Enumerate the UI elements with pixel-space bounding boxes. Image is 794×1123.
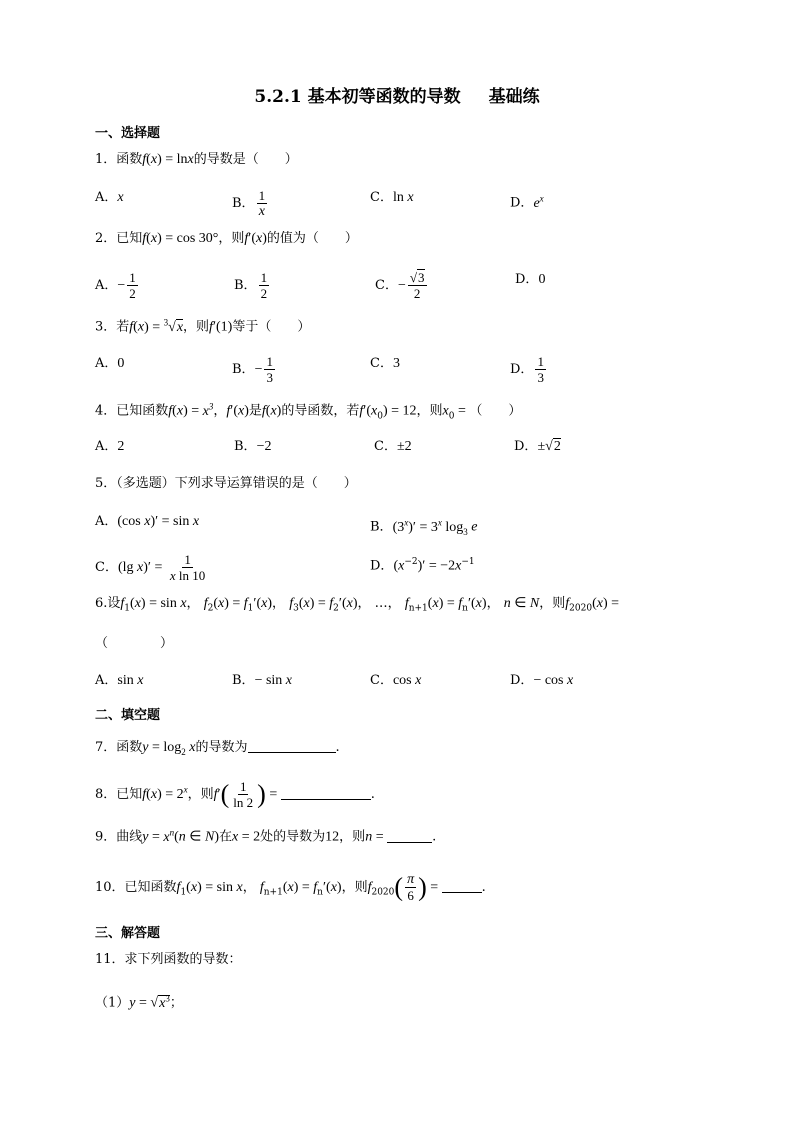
q1-option-a: A．x [95, 190, 124, 205]
q5-option-b: B．$(3^x)' = 3^x$ $\log_3 e$ [370, 517, 478, 537]
q1-option-d: D．$e^x$ [510, 193, 544, 211]
q4-option-b: B．−2 [234, 439, 272, 454]
question-2: 2．已知f(x) = cos 30°，则f′(x)的值为（ ） [95, 231, 358, 246]
q2-option-c: C．− $\frac{√3}{2}$ [375, 270, 425, 301]
q3-option-a: A．0 [95, 356, 125, 371]
q5-option-a: A．(cos x)′ = sin x [95, 514, 200, 529]
page-title [0, 82, 794, 107]
section-answer: 三、解答题 [95, 926, 161, 941]
question-6: 6.设$f_1(x) = \sin x$， $f_2(x) = f_1'(x)$， $f_3(x) = f_2'(x)$， …， $f_{n+1}(x) = f_n'(x)$， n ∈ N，则$f_{2020}(x)$ = [95, 596, 620, 614]
title-main: 5.2.1 基本初等函数的导数 [254, 87, 461, 107]
q3-option-c: C．3 [370, 356, 400, 371]
q6-option-d: D．− cos x [510, 673, 574, 688]
question-5: 5．（多选题）下列求导运算错误的是（ ） [95, 476, 357, 491]
q6-option-a: A．sin x [95, 673, 144, 688]
q6-paren: （ ） [95, 636, 174, 651]
section-fill: 二、填空题 [95, 708, 161, 723]
title-sub: 基础练 [488, 87, 540, 107]
question-9: 9．曲线$y = x^n(n$ ∈ N)在x = 2处的导数为12，则n = . [95, 827, 437, 845]
question-3: 3．若f(x) = $^3$√x，则f′(1)等于（ ） [95, 317, 311, 335]
q6-option-c: C．cos x [370, 673, 422, 688]
q3-option-d: D． $\frac{1}{3}$ [510, 354, 544, 385]
question-1: 1．函数f(x) = lnx的导数是（ ） [95, 152, 298, 167]
q2-option-b: B． $\frac{1}{2}$ [234, 270, 268, 301]
question-4: 4．已知函数$f(x) = x^3$，f′(x)是f(x)的导函数，若$f'(x_0) = 12$，则$x_0$ = （ ） [95, 401, 522, 422]
q1-option-b: B． $\frac{1}{x}$ [232, 188, 266, 219]
q4-option-d: D．±√2 [514, 439, 561, 454]
q3-option-b: B．− $\frac{1}{3}$ [232, 354, 273, 385]
question-8: 8．已知$f(x) = 2^x$，则f′( $\frac{1}{\ln 2}$ ) = . [95, 779, 375, 810]
q2-option-d: D．0 [515, 272, 546, 287]
q6-option-b: B．− sin x [232, 673, 293, 688]
section-choice: 一、选择题 [95, 126, 161, 141]
q4-option-a: A．2 [95, 439, 125, 454]
q5-option-c: C．(lg x)′ = $\frac{1}{\text{x ln 10}}$ [95, 552, 206, 583]
q2-option-a: A．− $\frac{1}{2}$ [95, 270, 136, 301]
q4-option-c: C．±2 [374, 439, 412, 454]
question-10: 10．已知函数$f_1(x) = \sin x$， $f_{n+1}(x) = f_n'(x)$，则$f_{2020}$( $\frac{\pi}{6}$ ) = . [95, 872, 486, 903]
q11-part-1: $(1)y = √x^3$； [95, 993, 183, 1011]
question-11: 11．求下列函数的导数： [95, 952, 242, 967]
q1-option-c: C．ln x [370, 190, 414, 205]
question-7: 7．函数$y = \log_2 x$的导数为 . [95, 740, 340, 757]
q5-option-d: D．$(x^{-2})' = -2x^{-1}$ [370, 557, 475, 574]
